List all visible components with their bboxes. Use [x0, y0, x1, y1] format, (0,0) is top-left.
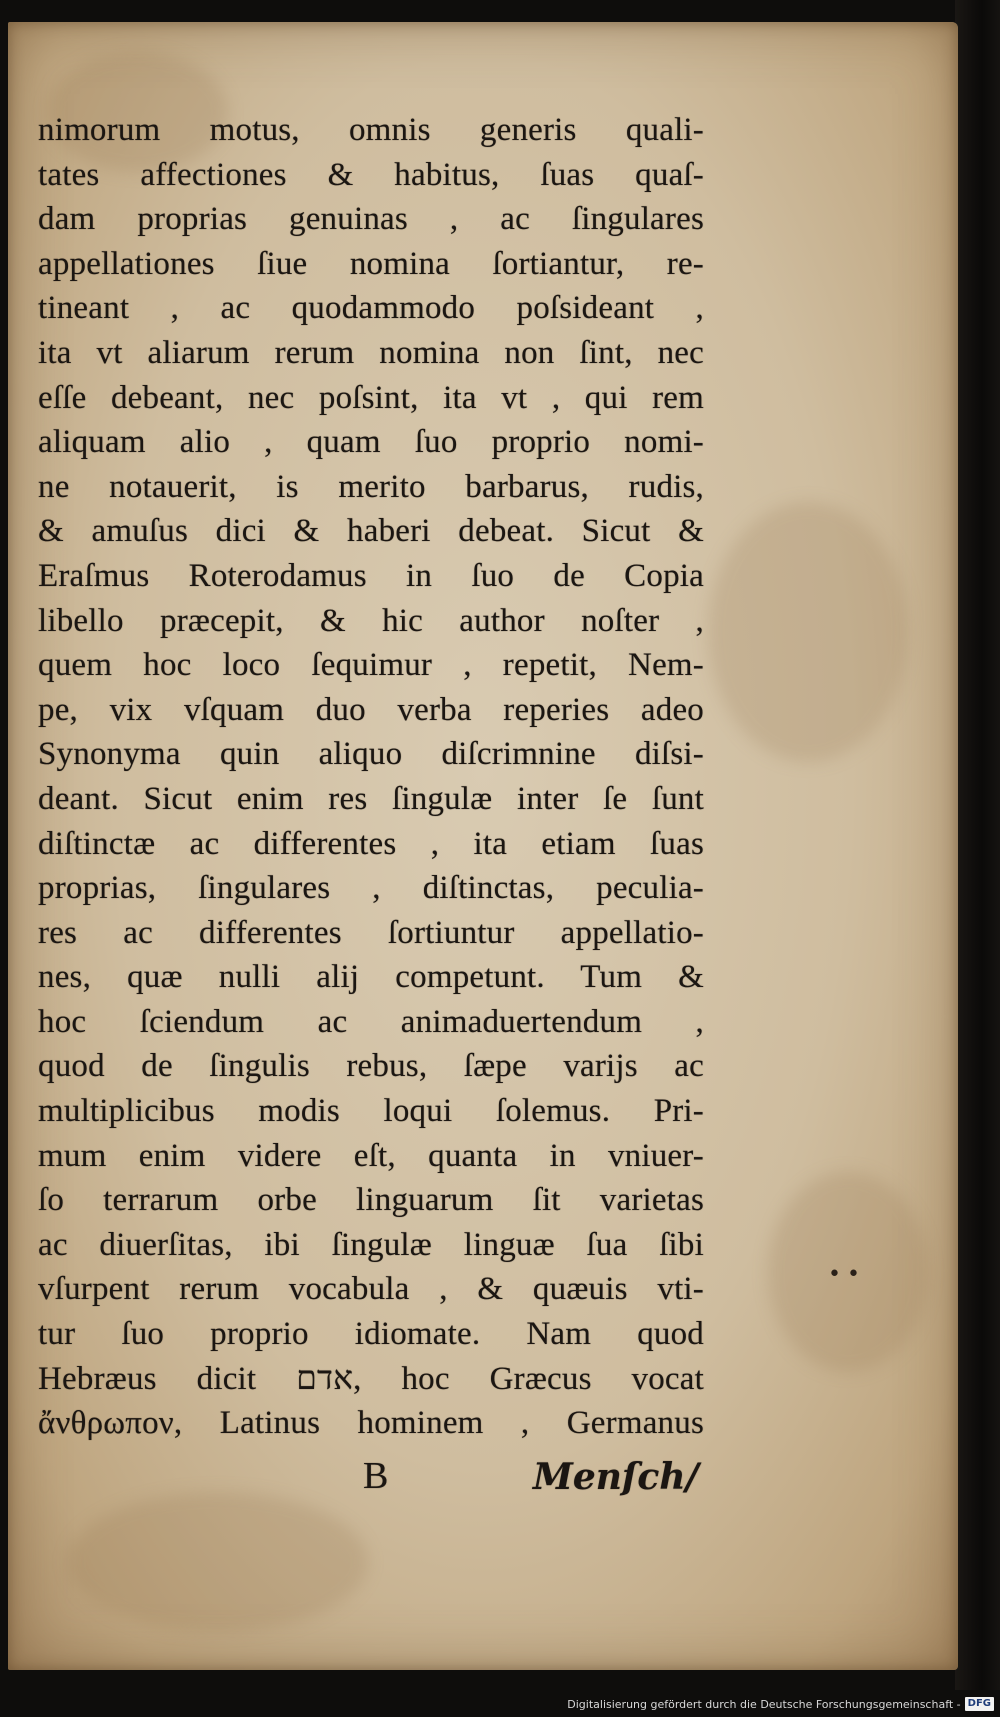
text-line: hoc ſciendum ac animaduertendum ,: [38, 1003, 704, 1040]
scan-background-edge: [955, 0, 1000, 1690]
text-line: libello præcepit, & hic author noſter ,: [38, 602, 704, 639]
signature-mark: B: [363, 1455, 389, 1497]
text-line: quem hoc loco ſequimur , repetit, Nem-: [38, 647, 704, 684]
text-line: ἄνθρωπον, Latinus hominem , Germanus: [38, 1405, 704, 1442]
page-footer: [8, 1454, 958, 1514]
text-line: dam proprias genuinas , ac ſingulares: [38, 201, 704, 238]
text-line: ne notauerit, is merito barbarus, rudis,: [38, 468, 704, 505]
paper-stain: [708, 502, 908, 762]
text-line: Hebræus dicit אדם, hoc Græcus vocat: [38, 1360, 704, 1397]
text-line: appellationes ſiue nomina ſortiantur, re-: [38, 245, 704, 282]
text-line: mum enim videre eſt, quanta in vniuer-: [38, 1137, 704, 1174]
body-text: [38, 108, 704, 1446]
text-line: deant. Sicut enim res ſingulæ inter ſe ſunt: [38, 780, 704, 817]
text-line: diſtinctæ ac differentes , ita etiam ſuas: [38, 825, 704, 862]
text-line: tineant , ac quodammodo poſsideant ,: [38, 290, 704, 327]
dfg-logo: DFG: [965, 1697, 994, 1711]
text-line: & amuſus dici & haberi debeat. Sicut &: [38, 513, 704, 550]
text-line: Eraſmus Roterodamus in ſuo de Copia: [38, 557, 704, 594]
text-line: Synonyma quin aliquo diſcrimnine diſsi-: [38, 736, 704, 773]
credit-text: Digitalisierung gefördert durch die Deutsche Forschungsgemeinschaft -: [567, 1697, 961, 1711]
text-line: quod de ſingulis rebus, ſæpe varijs ac: [38, 1048, 704, 1085]
text-line: tates affectiones & habitus, ſuas quaſ-: [38, 156, 704, 193]
text-line: multiplicibus modis loqui ſolemus. Pri-: [38, 1093, 704, 1130]
text-line: nimorum motus, omnis generis quali-: [38, 112, 704, 148]
text-line: ſo terrarum orbe linguarum ſit varietas: [38, 1182, 704, 1219]
text-line: proprias, ſingulares , diſtinctas, peculia-: [38, 870, 704, 907]
margin-dots: ••: [828, 1262, 866, 1287]
text-line: res ac differentes ſortiuntur appellatio-: [38, 914, 704, 951]
book-page: [8, 22, 958, 1670]
text-line: pe, vix vſquam duo verba reperies adeo: [38, 691, 704, 728]
text-line: nes, quæ nulli alij competunt. Tum &: [38, 959, 704, 996]
catchword: Menſch/: [533, 1456, 699, 1498]
text-line: aliquam alio , quam ſuo proprio nomi-: [38, 424, 704, 461]
text-line: ac diuerſitas, ibi ſingulæ linguæ ſua ſibi: [38, 1226, 704, 1263]
text-line: tur ſuo proprio idiomate. Nam quod: [38, 1316, 704, 1353]
text-line: eſſe debeant, nec poſsint, ita vt , qui rem: [38, 379, 704, 416]
text-line: vſurpent rerum vocabula , & quæuis vti-: [38, 1271, 704, 1308]
text-line: ita vt aliarum rerum nomina non ſint, nec: [38, 334, 704, 371]
digitization-credit: [567, 1694, 994, 1714]
